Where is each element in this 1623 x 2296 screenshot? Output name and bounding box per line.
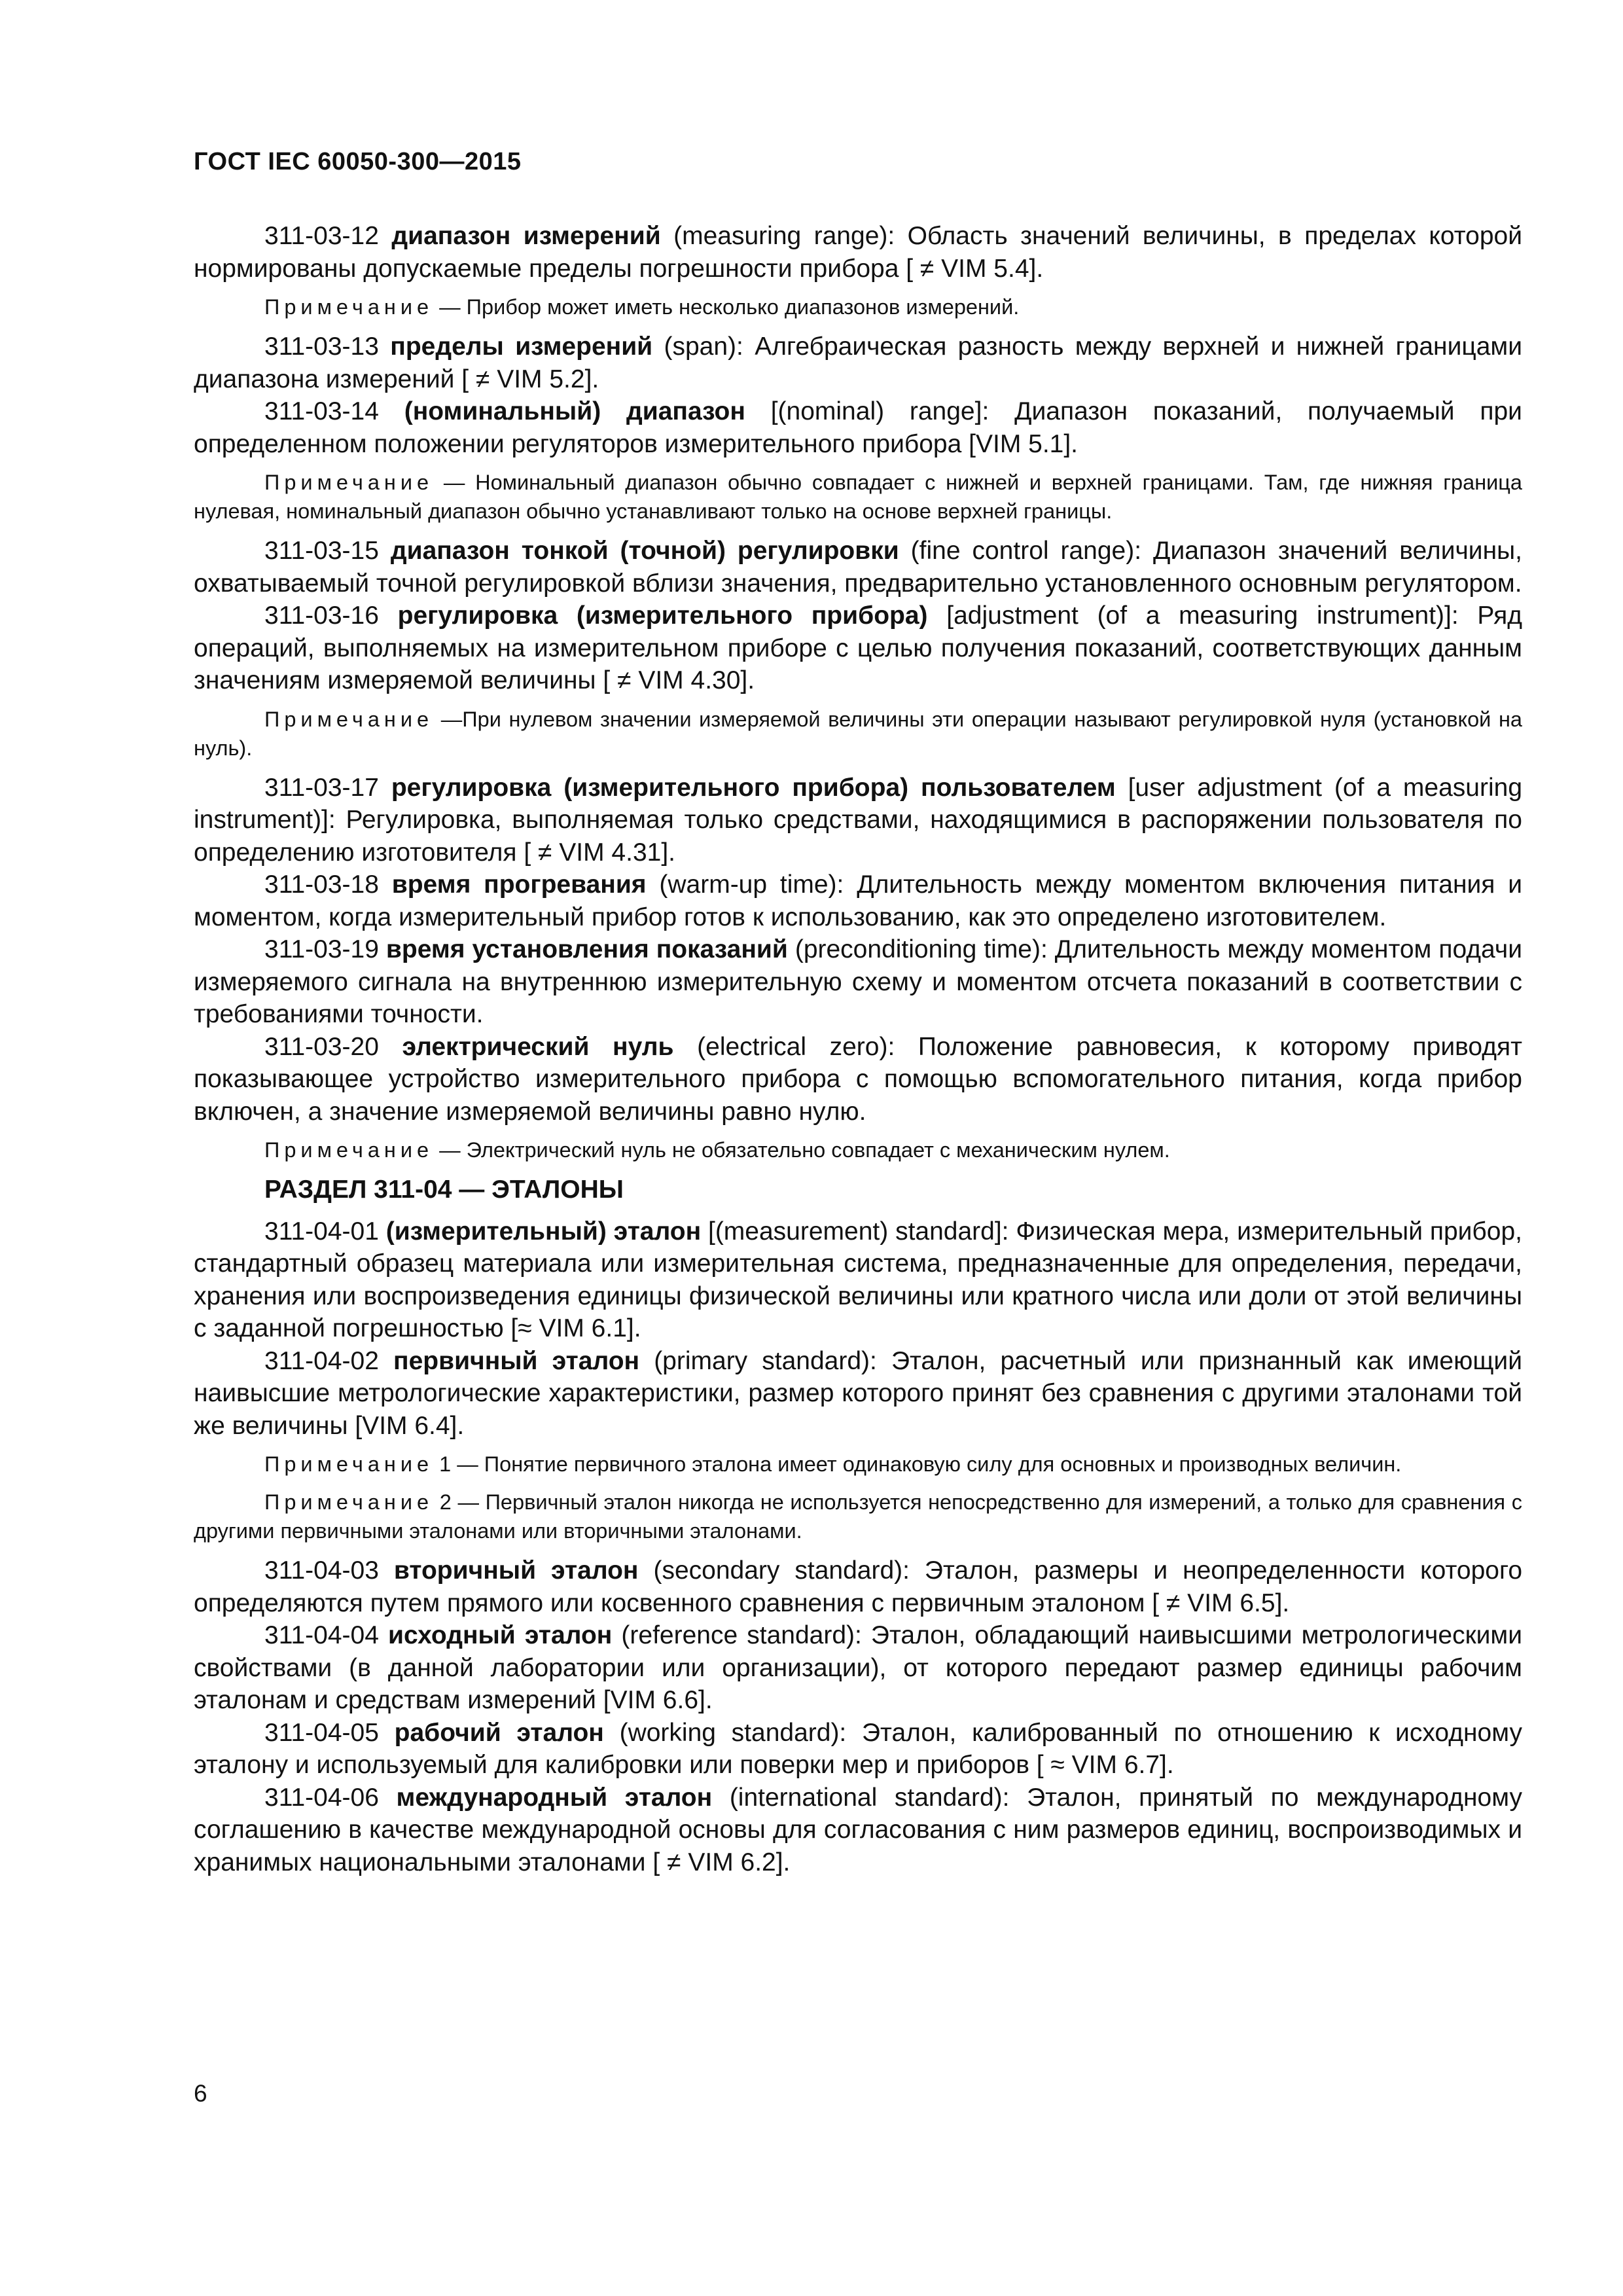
entry-number: 311-03-18 <box>264 870 379 899</box>
term-entry <box>194 1345 1522 1443</box>
entry-term: исходный эталон <box>388 1621 613 1649</box>
entry-definition: (preconditioning time): Длительность между моментом подачи измеряемого сигнала на внутреннюю измерительную схему и моментом отсчета показаний в соответствии с требованиями точности. <box>194 935 1522 1028</box>
entry-number: 311-04-04 <box>264 1621 379 1649</box>
entry-definition: (working standard): Эталон, калиброванный по отношению к исходному эталону и используемый для калибровки или поверки мер и приборов [ ≈ VIM 6.7]. <box>194 1718 1522 1779</box>
entry-term: (измерительный) эталон <box>385 1217 702 1246</box>
note-label: Примечание <box>264 1138 434 1162</box>
entry-term: международный эталон <box>396 1783 713 1812</box>
entry-definition: (fine control range): Диапазон значений величины, охватываемый точной регулировкой вблизи значения, предварительно установленного основным регулятором. <box>194 537 1522 598</box>
entry-definition: (primary standard): Эталон, расчетный или признанный как имеющий наивысшие метрологические характеристики, размер которого принят без сравнения с другими эталонами той же величины [VIM 6.4]. <box>194 1346 1523 1440</box>
note-text: — Электрический нуль не обязательно совпадает с механическим нулем. <box>439 1138 1170 1162</box>
document-page <box>194 0 1522 2296</box>
note-label: Примечание <box>264 295 434 319</box>
note-text: 1 — Понятие первичного эталона имеет одинаковую силу для основных и производных величин. <box>439 1452 1402 1476</box>
entry-term: регулировка (измерительного прибора) пользователем <box>391 773 1116 802</box>
note-text: 2 — Первичный эталон никогда не используется непосредственно для измерений, а только для сравнения с другими первичными эталонами или вторичными эталонами. <box>194 1490 1522 1543</box>
term-entry <box>194 1619 1522 1717</box>
document-body <box>194 220 1522 1878</box>
entry-definition: (international standard): Эталон, принятый по международному соглашению в качестве международной основы для согласования с ним размеров единиц, воспроизводимых и хранимых национальными эталонами [ ≠ VIM 6.2]. <box>194 1783 1522 1876</box>
entry-term: диапазон тонкой (точной) регулировки <box>390 537 899 565</box>
entry-term: первичный эталон <box>393 1346 640 1375</box>
entry-term: рабочий эталон <box>394 1718 604 1747</box>
note <box>194 1450 1522 1479</box>
term-entry <box>194 772 1522 869</box>
document-header: ГОСТ IEC 60050-300—2015 <box>194 148 522 175</box>
term-entry <box>194 600 1522 697</box>
note-label: Примечание <box>264 1452 434 1476</box>
entry-number: 311-03-19 <box>264 935 379 963</box>
note <box>194 705 1522 762</box>
term-entry <box>194 1215 1522 1345</box>
term-entry <box>194 220 1522 285</box>
entry-definition: [adjustment (of a measuring instrument)]: Ряд операций, выполняемых на измерительном приборе с целью получения показаний, соответствующих данным значениям измеряемой величины [ ≠ VIM 4.30]. <box>194 601 1523 694</box>
entry-number: 311-04-05 <box>264 1718 379 1747</box>
entry-number: 311-04-06 <box>264 1783 379 1812</box>
note <box>194 1136 1522 1164</box>
entry-number: 311-03-13 <box>264 332 379 361</box>
entry-definition: (secondary standard): Эталон, размеры и неопределенности которого определяются путем прямого или косвенного сравнения с первичным эталоном [ ≠ VIM 6.5]. <box>194 1556 1523 1617</box>
note-text: — Прибор может иметь несколько диапазонов измерений. <box>439 295 1020 319</box>
entry-number: 311-04-02 <box>264 1346 379 1375</box>
note-text: —При нулевом значении измеряемой величины эти операции называют регулировкой нуля (установкой на нуль). <box>194 707 1522 760</box>
term-entry <box>194 1554 1522 1619</box>
term-entry <box>194 933 1522 1031</box>
entry-number: 311-03-12 <box>264 222 379 250</box>
term-entry <box>194 869 1522 933</box>
term-entry <box>194 1782 1522 1879</box>
entry-definition: (reference standard): Эталон, обладающий наивысшими метрологическими свойствами (в данной лаборатории или организации), от которого передают размер единицы рабочим эталонам и средствам измерений [VIM 6.6]. <box>194 1621 1523 1714</box>
entry-term: пределы измерений <box>390 332 653 361</box>
entry-term: время установления показаний <box>385 935 788 963</box>
entry-definition: (span): Алгебраическая разность между верхней и нижней границами диапазона измерений [ ≠ VIM 5.2]. <box>194 332 1522 393</box>
entry-term: время прогревания <box>391 870 647 899</box>
entry-definition: (measuring range): Область значений величины, в пределах которой нормированы допускаемые пределы погрешности прибора [ ≠ VIM 5.4]. <box>194 222 1522 283</box>
term-entry <box>194 395 1522 460</box>
note-label: Примечание <box>264 1490 434 1514</box>
entry-number: 311-04-03 <box>264 1556 379 1585</box>
note-text: — Номинальный диапазон обычно совпадает с нижней и верхней границами. Там, где нижняя граница нулевая, номинальный диапазон обычно устанавливают только на основе верхней границы. <box>194 471 1523 523</box>
entry-number: 311-03-17 <box>264 773 379 802</box>
entry-number: 311-03-20 <box>264 1032 379 1061</box>
note <box>194 1488 1522 1545</box>
entry-term: диапазон измерений <box>391 222 661 250</box>
term-entry <box>194 535 1522 600</box>
entry-definition: [(nominal) range]: Диапазон показаний, получаемый при определенном положении регуляторов измерительного прибора [VIM 5.1]. <box>194 397 1522 458</box>
page-number: 6 <box>194 2080 207 2107</box>
note <box>194 293 1522 321</box>
entry-term: электрический нуль <box>402 1032 674 1061</box>
entry-term: вторичный эталон <box>393 1556 639 1585</box>
entry-number: 311-04-01 <box>264 1217 379 1246</box>
term-entry <box>194 331 1522 395</box>
entry-term: регулировка (измерительного прибора) <box>397 601 928 630</box>
entry-definition: (warm-up time): Длительность между моментом включения питания и моментом, когда измерительный прибор готов к использованию, как это определено изготовителем. <box>194 870 1522 931</box>
entry-definition: [user adjustment (of a measuring instrument)]: Регулировка, выполняемая только средствами, находящимися в распоряжении пользователя по определению изготовителя [ ≠ VIM 4.31]. <box>194 773 1523 867</box>
entry-definition: [(measurement) standard]: Физическая мера, измерительный прибор, стандартный образец материала или измерительная система, предназначенные для определения, передачи, хранения или воспроизведения единицы физической величины или кратного числа или доли от этой величины с заданной погрешностью [≈ VIM 6.1]. <box>194 1217 1522 1342</box>
entry-definition: (electrical zero): Положение равновесия, к которому приводят показывающее устройство измерительного прибора с помощью вспомогательного питания, когда прибор включен, а значение измеряемой величины равно нулю. <box>194 1032 1523 1126</box>
entry-number: 311-03-15 <box>264 537 379 565</box>
note <box>194 468 1522 526</box>
note-label: Примечание <box>264 707 434 731</box>
term-entry <box>194 1031 1522 1128</box>
section-heading: РАЗДЕЛ 311-04 — ЭТАЛОНЫ <box>264 1175 624 1204</box>
entry-number: 311-03-14 <box>264 397 379 425</box>
note-label: Примечание <box>264 471 434 494</box>
entry-number: 311-03-16 <box>264 601 379 630</box>
entry-term: (номинальный) диапазон <box>404 397 745 425</box>
term-entry <box>194 1717 1522 1782</box>
